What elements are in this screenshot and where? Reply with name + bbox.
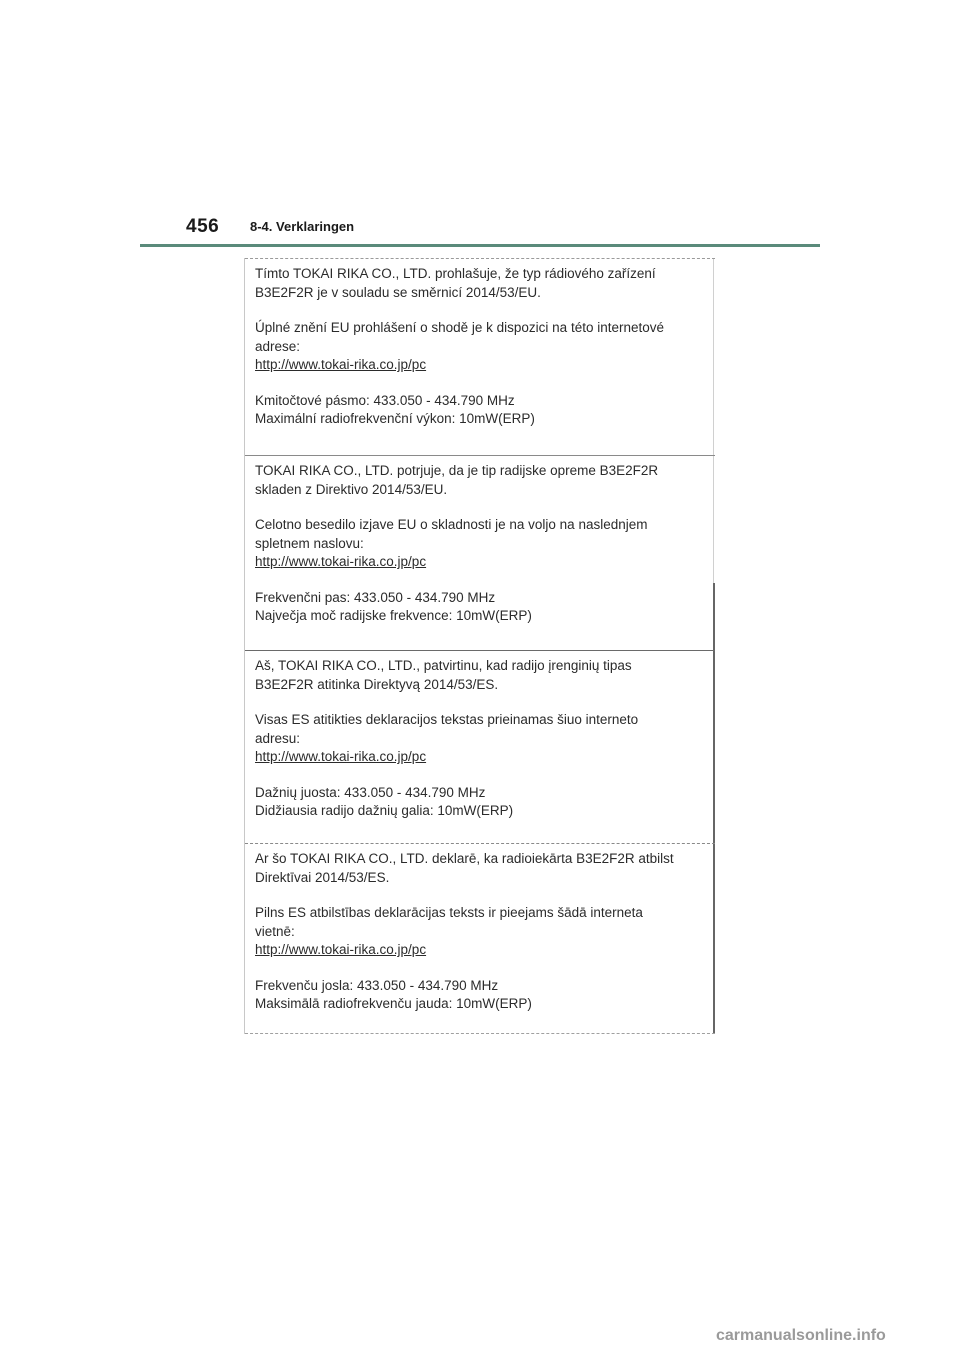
statement-line: Aš, TOKAI RIKA CO., LTD., patvirtinu, kad radijo įrenginių tipas	[255, 658, 632, 673]
frequency-band: Frekvenčni pas: 433.050 - 434.790 MHz	[255, 589, 496, 605]
declaration-slovenian	[245, 455, 715, 626]
fulltext-line: Celotno besedilo izjave EU o skladnosti je na voljo na naslednjem	[255, 517, 648, 532]
statement-line: Ar šo TOKAI RIKA CO., LTD. deklarē, ka radioiekārta B3E2F2R atbilst	[255, 851, 674, 866]
spacer	[255, 694, 705, 711]
fulltext-line: Visas ES atitikties deklaracijos tekstas prieinamas šiuo interneto	[255, 712, 639, 727]
declarations-box	[244, 258, 714, 1034]
declaration-lithuanian	[245, 650, 715, 821]
header-rule	[140, 244, 820, 247]
section-title: 8-4. Verklaringen	[250, 219, 355, 234]
frequency-band: Kmitočtové pásmo: 433.050 - 434.790 MHz	[255, 392, 515, 408]
fulltext-line: Pilns ES atbilstības deklarācijas teksts ir pieejams šādā interneta	[255, 905, 643, 920]
max-power: Maximální radiofrekvenční výkon: 10mW(ERP)	[255, 411, 535, 426]
declaration-link[interactable]: http://www.tokai-rika.co.jp/pc	[255, 357, 427, 372]
spacer	[255, 767, 705, 784]
page-number: 456	[186, 216, 220, 237]
declaration-czech	[245, 258, 715, 429]
spacer	[255, 499, 705, 516]
statement-line: skladen z Direktivo 2014/53/EU.	[255, 481, 448, 497]
statement-line: Direktīvai 2014/53/ES.	[255, 869, 390, 885]
statement-line: Tímto TOKAI RIKA CO., LTD. prohlašuje, že typ rádiového zařízení	[255, 266, 656, 281]
spacer	[255, 302, 705, 319]
box-bottom-edge	[245, 1033, 715, 1034]
watermark: carmanualsonline.info	[716, 1327, 886, 1344]
spacer	[255, 572, 705, 589]
spacer	[255, 960, 705, 977]
max-power: Največja moč radijske frekvence: 10mW(ERP)	[255, 608, 532, 623]
fulltext-line: spletnem naslovu:	[255, 535, 364, 551]
statement-line: TOKAI RIKA CO., LTD. potrjuje, da je tip radijske opreme B3E2F2R	[255, 463, 659, 478]
fulltext-line: vietnē:	[255, 923, 295, 939]
declaration-latvian	[245, 843, 715, 1014]
declaration-link[interactable]: http://www.tokai-rika.co.jp/pc	[255, 942, 427, 957]
spacer	[255, 375, 705, 392]
fulltext-line: adrese:	[255, 338, 301, 354]
frequency-band: Frekvenču josla: 433.050 - 434.790 MHz	[255, 977, 499, 993]
max-power: Didžiausia radijo dažnių galia: 10mW(ERP)	[255, 803, 514, 818]
fulltext-line: adresu:	[255, 730, 301, 746]
max-power: Maksimālā radiofrekvenču jauda: 10mW(ERP)	[255, 996, 532, 1011]
fulltext-line: Úplné znění EU prohlášení o shodě je k dispozici na této internetové	[255, 320, 665, 335]
statement-line: B3E2F2R atitinka Direktyvą 2014/53/ES.	[255, 676, 499, 692]
declaration-link[interactable]: http://www.tokai-rika.co.jp/pc	[255, 554, 427, 569]
spacer	[255, 887, 705, 904]
declaration-link[interactable]: http://www.tokai-rika.co.jp/pc	[255, 749, 427, 764]
statement-line: B3E2F2R je v souladu se směrnicí 2014/53/EU.	[255, 284, 541, 300]
frequency-band: Dažnių juosta: 433.050 - 434.790 MHz	[255, 784, 486, 800]
